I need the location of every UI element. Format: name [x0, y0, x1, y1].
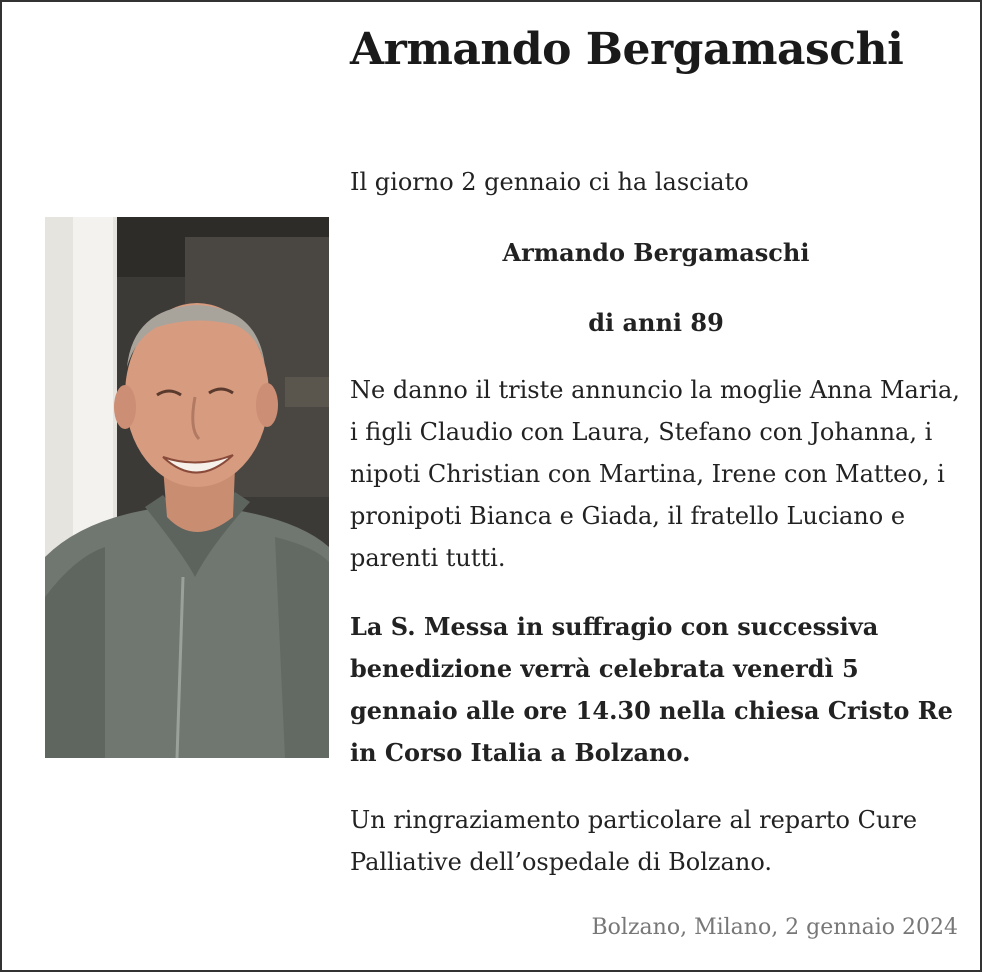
deceased-age: di anni 89	[588, 308, 724, 337]
place-date: Bolzano, Milano, 2 gennaio 2024	[591, 915, 958, 940]
family-announcement: Ne danno il triste annuncio la moglie Anna Maria, i figli Claudio con Laura, Stefano con Johanna, i nipoti Christian con Martina, Irene con Matteo, i pronipoti Bianca e Giada, il fratello Luciano e parenti tutti.	[350, 376, 960, 572]
page-title: Armando Bergamaschi	[350, 24, 904, 75]
thanks-text: Un ringraziamento particolare al reparto Cure Palliative dell’ospedale di Bolzano.	[350, 806, 918, 876]
deceased-name: Armando Bergamaschi	[502, 238, 810, 267]
portrait-photo	[45, 217, 329, 758]
intro-text: Il giorno 2 gennaio ci ha lasciato	[350, 168, 749, 196]
mass-announcement: La S. Messa in suffragio con successiva benedizione verrà celebrata venerdì 5 gennaio alle ore 14.30 nella chiesa Cristo Re in Corso Italia a Bolzano.	[350, 612, 953, 767]
